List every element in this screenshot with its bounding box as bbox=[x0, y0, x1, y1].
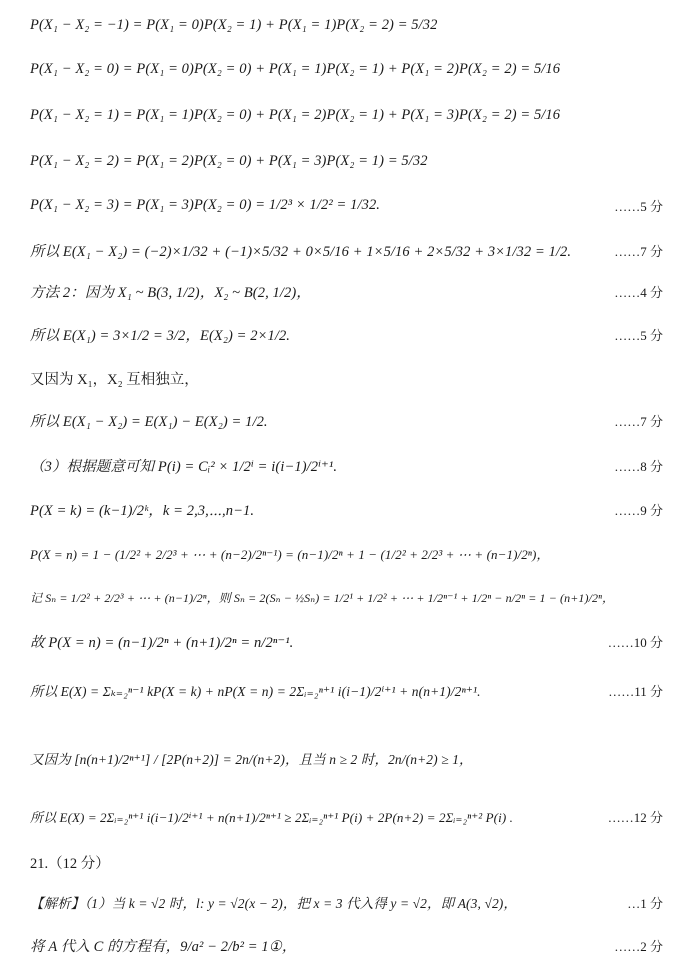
score-mark: ……7 分 bbox=[614, 413, 663, 429]
equation-text: 所以 E(X₁ − X₂) = E(X₁) − E(X₂) = 1/2. bbox=[30, 413, 268, 430]
equation-text: 方法 2：因为 X₁ ~ B(3, 1/2)，X₂ ~ B(2, 1/2)， bbox=[30, 284, 311, 301]
equation-line bbox=[30, 98, 663, 132]
score-mark: ……11 分 bbox=[608, 683, 663, 699]
equation-text: P(X₁ − X₂ = 2) = P(X₁ = 2)P(X₂ = 0) + P(X₁ = 3)P(X₂ = 1) = 5/32 bbox=[30, 152, 428, 169]
equation-text: （3）根据题意可知 P(i) = Cᵢ² × 1/2ⁱ = i(i−1)/2ⁱ⁺¹. bbox=[30, 458, 338, 475]
equation-line bbox=[30, 538, 663, 568]
equation-line bbox=[30, 888, 663, 916]
equation-line bbox=[30, 188, 663, 222]
equation-line bbox=[30, 670, 663, 710]
score-mark: ……9 分 bbox=[614, 502, 663, 518]
score-mark: ……2 分 bbox=[614, 938, 663, 954]
equation-text: P(X₁ − X₂ = 0) = P(X₁ = 0)P(X₂ = 0) + P(X₁ = 1)P(X₂ = 1) + P(X₁ = 2)P(X₂ = 2) = 5/16 bbox=[30, 60, 561, 77]
equation-text: 所以 E(X) = 2Σᵢ₌₂ⁿ⁺¹ i(i−1)/2ⁱ⁺¹ + n(n+1)/2ⁿ⁺¹ ≥ 2Σᵢ₌₂ⁿ⁺¹ P(i) + 2P(n+2) = 2Σᵢ₌₂ⁿ⁺² P(i) . bbox=[30, 809, 513, 825]
equation-text: 记 Sₙ = 1/2² + 2/2³ + ⋯ + (n−1)/2ⁿ，则 Sₙ = 2(Sₙ − ½Sₙ) = 1/2¹ + 1/2² + ⋯ + 1/2ⁿ⁻¹ + 1/2ⁿ − n/2ⁿ = 1 − (n+1)/2ⁿ， bbox=[30, 590, 615, 605]
equation-text: P(X₁ − X₂ = 3) = P(X₁ = 3)P(X₂ = 0) = 1/2³ × 1/2² = 1/32. bbox=[30, 196, 381, 213]
equation-text: 【解析】（1）当 k = √2 时，l: y = √2(x − 2)，把 x = 3 代入得 y = √2，即 A(3, √2)， bbox=[30, 896, 517, 911]
score-mark: …1 分 bbox=[627, 895, 663, 911]
score-mark: ……4 分 bbox=[614, 284, 663, 300]
equation-line bbox=[30, 233, 663, 267]
equation-text: 所以 E(X) = Σₖ₌₂ⁿ⁻¹ kP(X = k) + nP(X = n) = 2Σᵢ₌₂ⁿ⁺¹ i(i−1)/2ⁱ⁺¹ + n(n+1)/2ⁿ⁺¹. bbox=[30, 684, 481, 699]
equation-line bbox=[30, 736, 663, 780]
score-mark: ……10 分 bbox=[607, 634, 663, 650]
equation-text: P(X₁ − X₂ = 1) = P(X₁ = 1)P(X₂ = 0) + P(X₁ = 2)P(X₂ = 1) + P(X₁ = 3)P(X₂ = 2) = 5/16 bbox=[30, 106, 561, 123]
equation-text: P(X = n) = 1 − (1/2² + 2/2³ + ⋯ + (n−2)/2ⁿ⁻¹) = (n−1)/2ⁿ + 1 − (1/2² + 2/2³ + ⋯ + (n−1)/2ⁿ)， bbox=[30, 546, 550, 562]
method-heading-line bbox=[30, 276, 663, 306]
equation-line bbox=[30, 450, 663, 480]
equation-text: P(X₁ − X₂ = −1) = P(X₁ = 0)P(X₂ = 1) + P(X₁ = 1)P(X₂ = 2) = 5/32 bbox=[30, 16, 438, 33]
score-mark: ……8 分 bbox=[614, 458, 663, 474]
equation-line bbox=[30, 318, 663, 350]
equation-line bbox=[30, 626, 663, 656]
problem-number: 21.（12 分） bbox=[30, 855, 110, 872]
equation-line bbox=[30, 930, 663, 960]
equation-text: 故 P(X = n) = (n−1)/2ⁿ + (n+1)/2ⁿ = n/2ⁿ⁻¹. bbox=[30, 634, 294, 651]
equation-text: P(X = k) = (k−1)/2ᵏ，k = 2,3,⋯,n−1. bbox=[30, 502, 255, 519]
score-mark: ……5 分 bbox=[614, 198, 663, 214]
equation-text: 所以 E(X₁ − X₂) = (−2)×1/32 + (−1)×5/32 + 0×5/16 + 1×5/16 + 2×5/32 + 3×1/32 = 1/2. bbox=[30, 243, 572, 260]
problem-heading-line bbox=[30, 850, 663, 874]
text-line bbox=[30, 366, 663, 390]
equation-text: 所以 E(X₁) = 3×1/2 = 3/2，E(X₂) = 2×1/2. bbox=[30, 327, 291, 344]
score-mark: ……7 分 bbox=[614, 243, 663, 259]
equation-line bbox=[30, 582, 663, 612]
equation-line bbox=[30, 52, 663, 86]
score-mark: ……12 分 bbox=[607, 809, 663, 825]
equation-line bbox=[30, 404, 663, 436]
score-mark: ……5 分 bbox=[614, 327, 663, 343]
equation-text: 将 A 代入 C 的方程有，9/a² − 2/b² = 1①， bbox=[30, 938, 297, 955]
equation-line bbox=[30, 494, 663, 524]
equation-text: 又因为 [n(n+1)/2ⁿ⁺¹] / [2P(n+2)] = 2n/(n+2)，且当 n ≥ 2 时，2n/(n+2) ≥ 1， bbox=[30, 752, 473, 767]
equation-line bbox=[30, 8, 663, 42]
equation-line bbox=[30, 796, 663, 836]
equation-line bbox=[30, 144, 663, 178]
equation-text: 又因为 X₁，X₂ 互相独立， bbox=[30, 371, 199, 388]
